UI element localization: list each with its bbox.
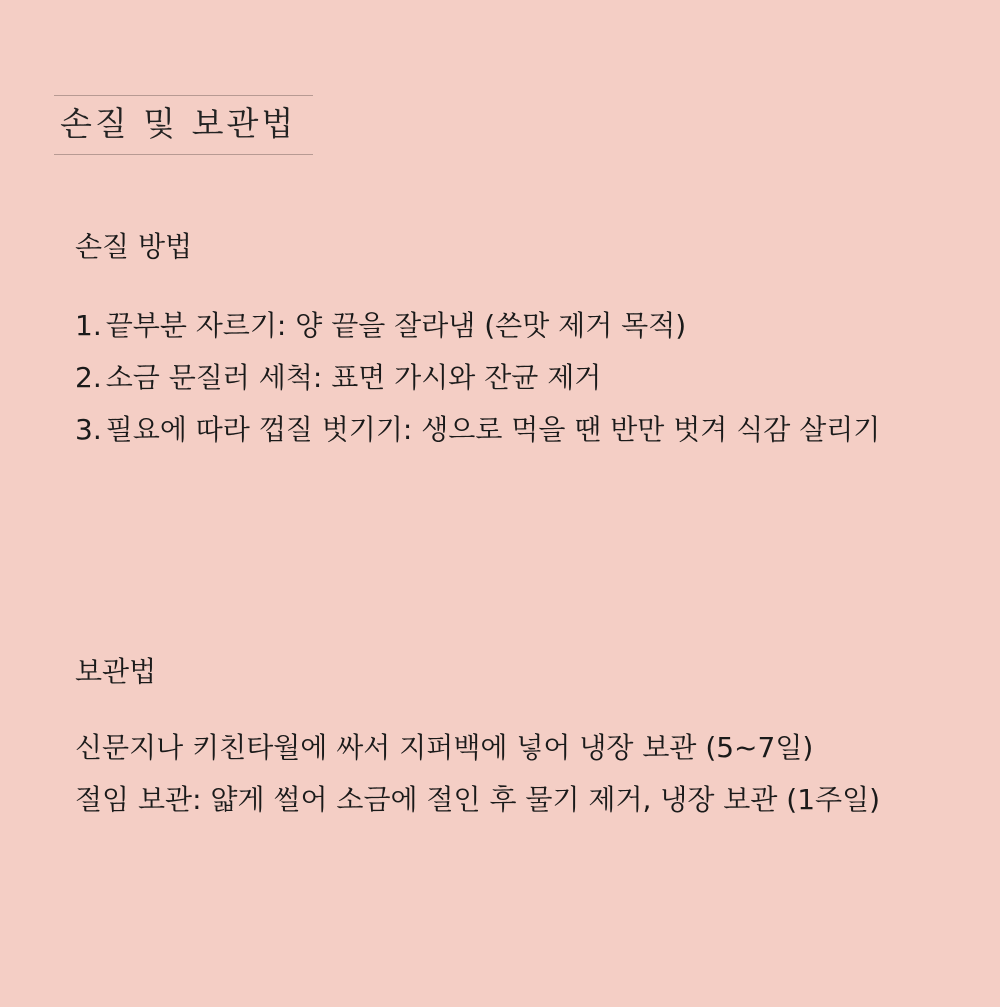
list-number: 2. [75, 361, 102, 394]
list-item: 신문지나 키친타월에 싸서 지퍼백에 넣어 냉장 보관 (5~7일) [75, 731, 814, 764]
list-text: 소금 문질러 세척: 표면 가시와 잔균 제거 [105, 361, 602, 394]
storage-heading: 보관법 [75, 655, 157, 688]
title-frame [54, 95, 313, 155]
list-item [75, 352, 880, 404]
list-item [75, 404, 880, 456]
page-title: 손질 및 보관법 [60, 104, 297, 143]
list-text: 필요에 따라 껍질 벗기기: 생으로 먹을 땐 반만 벗겨 식감 살리기 [105, 413, 881, 446]
list-number: 3. [75, 413, 102, 446]
list-number: 1. [75, 309, 102, 342]
prep-heading: 손질 방법 [75, 230, 193, 263]
list-text: 끝부분 자르기: 양 끝을 잘라냄 (쓴맛 제거 목적) [105, 309, 687, 342]
list-item: 절임 보관: 얇게 썰어 소금에 절인 후 물기 제거, 냉장 보관 (1주일) [75, 783, 881, 816]
prep-list [75, 300, 880, 456]
list-item [75, 300, 880, 352]
storage-list [75, 722, 880, 826]
